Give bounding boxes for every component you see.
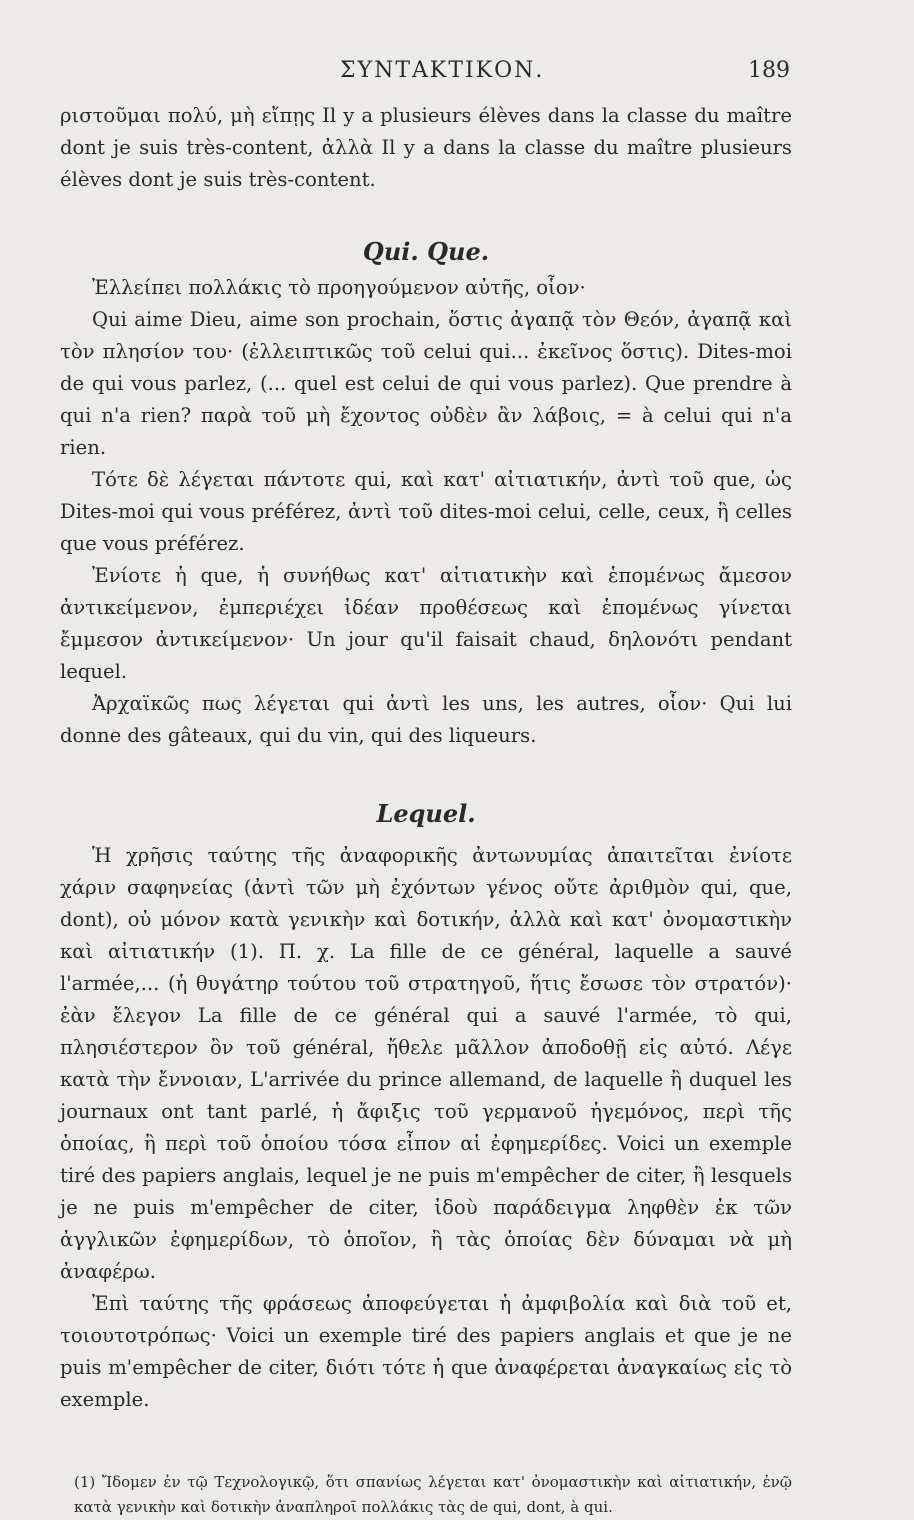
- paragraph-continuation: ριστοῦμαι πολύ, μὴ εἴπῃς Il y a plusieurs élèves dans la classe du maître dont je suis très-content, ἀλλὰ Il y a dans la classe du maître plusieurs élèves dont je suis très-content.: [60, 104, 792, 191]
- section-heading-lequel: Lequel.: [376, 799, 476, 828]
- body-text: [60, 100, 792, 1520]
- footnote: (1) Ἴδομεν ἐν τῷ Τεχνολογικῷ, ὅτι σπανίως λέγεται κατ' ὀνομαστικὴν καὶ αἰτιατικήν, ἐνῷ κατὰ γενικὴν καὶ δοτικὴν ἀναπληροῖ πολλάκις τὰς de qui, dont, à qui.: [74, 1472, 792, 1516]
- running-title: ΣΥΝΤΑΚΤΙΚΟΝ.: [340, 58, 545, 83]
- paragraph: Ἀρχαϊκῶς πως λέγεται qui ἀντὶ les uns, les autres, οἷον· Qui lui donne des gâteaux, qui du vin, qui des liqueurs.: [60, 692, 792, 747]
- page-header: [60, 58, 790, 88]
- paragraph: Ἐπὶ ταύτης τῆς φράσεως ἀποφεύγεται ἡ ἀμφιβολία καὶ διὰ τοῦ et, τοιουτοτρόπως· Voici un exemple tiré des papiers anglais et que je ne puis m'empêcher de citer, διότι τότε ἡ que ἀναφέρεται ἀναγκαίως εἰς τὸ exemple.: [60, 1292, 792, 1411]
- paragraph: Τότε δὲ λέγεται πάντοτε qui, καὶ κατ' αἰτιατικήν, ἀντὶ τοῦ que, ὡς Dites-moi qui vous préférez, ἀντὶ τοῦ dites-moi celui, celle, ceux, ἢ celles que vous préférez.: [60, 468, 792, 555]
- paragraph: Ἐλλείπει πολλάκις τὸ προηγούμενον αὐτῆς, οἷον·: [92, 276, 586, 299]
- paragraph: Qui aime Dieu, aime son prochain, ὅστις ἀγαπᾷ τὸν Θεόν, ἀγαπᾷ καὶ τὸν πλησίον του· (ἐλλειπτικῶς τοῦ celui qui... ἐκεῖνος ὅστις). Dites-moi de qui vous parlez, (... quel est celui de qui vous parlez). Que prendre à qui n'a rien? παρὰ τοῦ μὴ ἔχοντος οὐδὲν ἂν λάβοις, = à celui qui n'a rien.: [60, 308, 792, 459]
- page-number: 189: [748, 58, 790, 83]
- paragraph: Ἐνίοτε ἡ que, ἡ συνήθως κατ' αἰτιατικὴν καὶ ἑπομένως ἄμεσον ἀντικείμενον, ἐμπεριέχει ἰδέαν προθέσεως καὶ ἑπομένως γίνεται ἔμμεσον ἀντικείμενον· Un jour qu'il faisait chaud, δηλονότι pendant lequel.: [60, 564, 792, 683]
- paragraph: Ἡ χρῆσις ταύτης τῆς ἀναφορικῆς ἀντωνυμίας ἀπαιτεῖται ἐνίοτε χάριν σαφηνείας (ἀντὶ τῶν μὴ ἐχόντων γένος οὔτε ἀριθμὸν qui, que, dont), οὐ μόνον κατὰ γενικὴν καὶ δοτικήν, ἀλλὰ καὶ κατ' ὀνομαστικὴν καὶ αἰτιατικήν (1). Π. χ. La fille de ce général, laquelle a sauvé l'armée,... (ἡ θυγάτηρ τούτου τοῦ στρατηγοῦ, ἥτις ἔσωσε τὸν στρατόν)· ἐὰν ἔλεγον La fille de ce général qui a sauvé l'armée, τὸ qui, πλησιέστερον ὂν τοῦ général, ἤθελε μᾶλλον ἀποδοθῇ εἰς αὐτό. Λέγε κατὰ τὴν ἔννοιαν, L'arrivée du prince allemand, de laquelle ἢ duquel les journaux ont tant parlé, ἡ ἄφιξις τοῦ γερμανοῦ ἡγεμόνος, περὶ τῆς ὁποίας, ἢ περὶ τοῦ ὁποίου τόσα εἶπον αἱ ἐφημερίδες. Voici un exemple tiré des papiers anglais, lequel je ne puis m'empêcher de citer, ἢ lesquels je ne puis m'empêcher de citer, ἰδοὺ παράδειγμα ληφθὲν ἐκ τῶν ἀγγλικῶν ἐφημερίδων, τὸ ὁποῖον, ἢ τὰς ὁποίας δὲν δύναμαι νὰ μὴ ἀναφέρω.: [60, 844, 792, 1283]
- section-heading-qui-que: Qui. Que.: [362, 237, 490, 266]
